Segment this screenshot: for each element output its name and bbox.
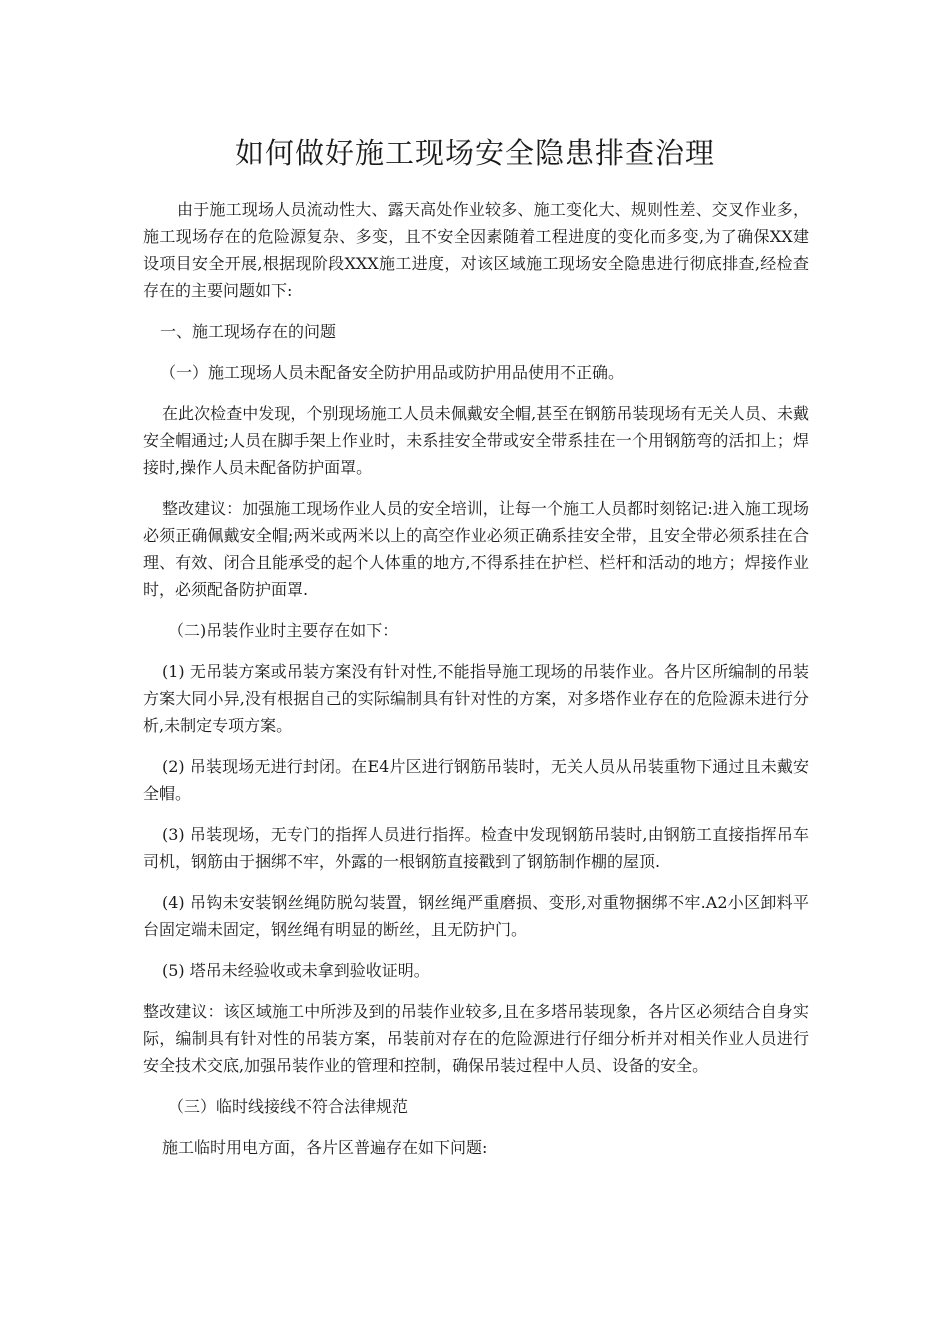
subsection-heading-3: （三）临时线接线不符合法律规范 xyxy=(168,1097,409,1116)
list-item-4: (4) 吊钩未安装钢丝绳防脱勾装置，钢丝绳严重磨损、变形,对重物捆绑不牢.A2小区卸料平台固定端未固定，钢丝绳有明显的断丝，且无防护门。 xyxy=(143,893,809,939)
body-paragraph-recommendation-1: 整改建议：加强施工现场作业人员的安全培训，让每一个施工人员都时刻铭记:进入施工现场必须正确佩戴安全帽;两米或两米以上的高空作业必须正确系挂安全带，且安全带必须系挂在合理、有效、闭合且能承受的起个人体重的地方,不得系挂在护栏、栏杆和活动的地方；焊接作业时，必须配备防护面罩. xyxy=(143,499,809,599)
intro-paragraph: 由于施工现场人员流动性大、露天高处作业较多、施工变化大、规则性差、交叉作业多，施工现场存在的危险源复杂、多变，且不安全因素随着工程进度的变化而多变,为了确保XX建设项目安全开展,根据现阶段XXX施工进度，对该区域施工现场安全隐患进行彻底排查,经检查存在的主要问题如下: xyxy=(143,200,809,300)
document-body xyxy=(143,196,809,1175)
body-paragraph-electricity: 施工临时用电方面，各片区普遍存在如下问题: xyxy=(162,1138,488,1157)
list-item-2: (2) 吊装现场无进行封闭。在E4片区进行钢筋吊装时，无关人员从吊装重物下通过且未戴安全帽。 xyxy=(143,757,809,803)
body-paragraph-findings-1: 在此次检查中发现，个别现场施工人员未佩戴安全帽,甚至在钢筋吊装现场有无关人员、未戴安全帽通过;人员在脚手架上作业时，未系挂安全带或安全带系挂在一个用钢筋弯的活扣上；焊接时,操作人员未配备防护面罩。 xyxy=(143,404,809,477)
list-item-1: (1) 无吊装方案或吊装方案没有针对性,不能指导施工现场的吊装作业。各片区所编制的吊装方案大同小异,没有根据自己的实际编制具有针对性的方案，对多塔作业存在的危险源未进行分析,未制定专项方案。 xyxy=(143,662,809,735)
body-paragraph-recommendation-2: 整改建议：该区域施工中所涉及到的吊装作业较多,且在多塔吊装现象，各片区必须结合自身实际，编制具有针对性的吊装方案，吊装前对存在的危险源进行仔细分析并对相关作业人员进行安全技术交底,加强吊装作业的管理和控制，确保吊装过程中人员、设备的安全。 xyxy=(143,1002,809,1075)
document-title: 如何做好施工现场安全隐患排查治理 xyxy=(234,136,715,170)
list-item-5: (5) 塔吊未经验收或未拿到验收证明。 xyxy=(162,961,430,980)
section-heading-1: 一、施工现场存在的问题 xyxy=(160,322,337,341)
list-item-3: (3) 吊装现场，无专门的指挥人员进行指挥。检查中发现钢筋吊装时,由钢筋工直接指挥吊车司机，钢筋由于捆绑不牢，外露的一根钢筋直接戳到了钢筋制作棚的屋顶. xyxy=(143,825,809,871)
subsection-heading-1: （一）施工现场人员未配备安全防护用品或防护用品使用不正确。 xyxy=(160,363,625,382)
subsection-heading-2: （二)吊装作业时主要存在如下： xyxy=(168,621,399,640)
